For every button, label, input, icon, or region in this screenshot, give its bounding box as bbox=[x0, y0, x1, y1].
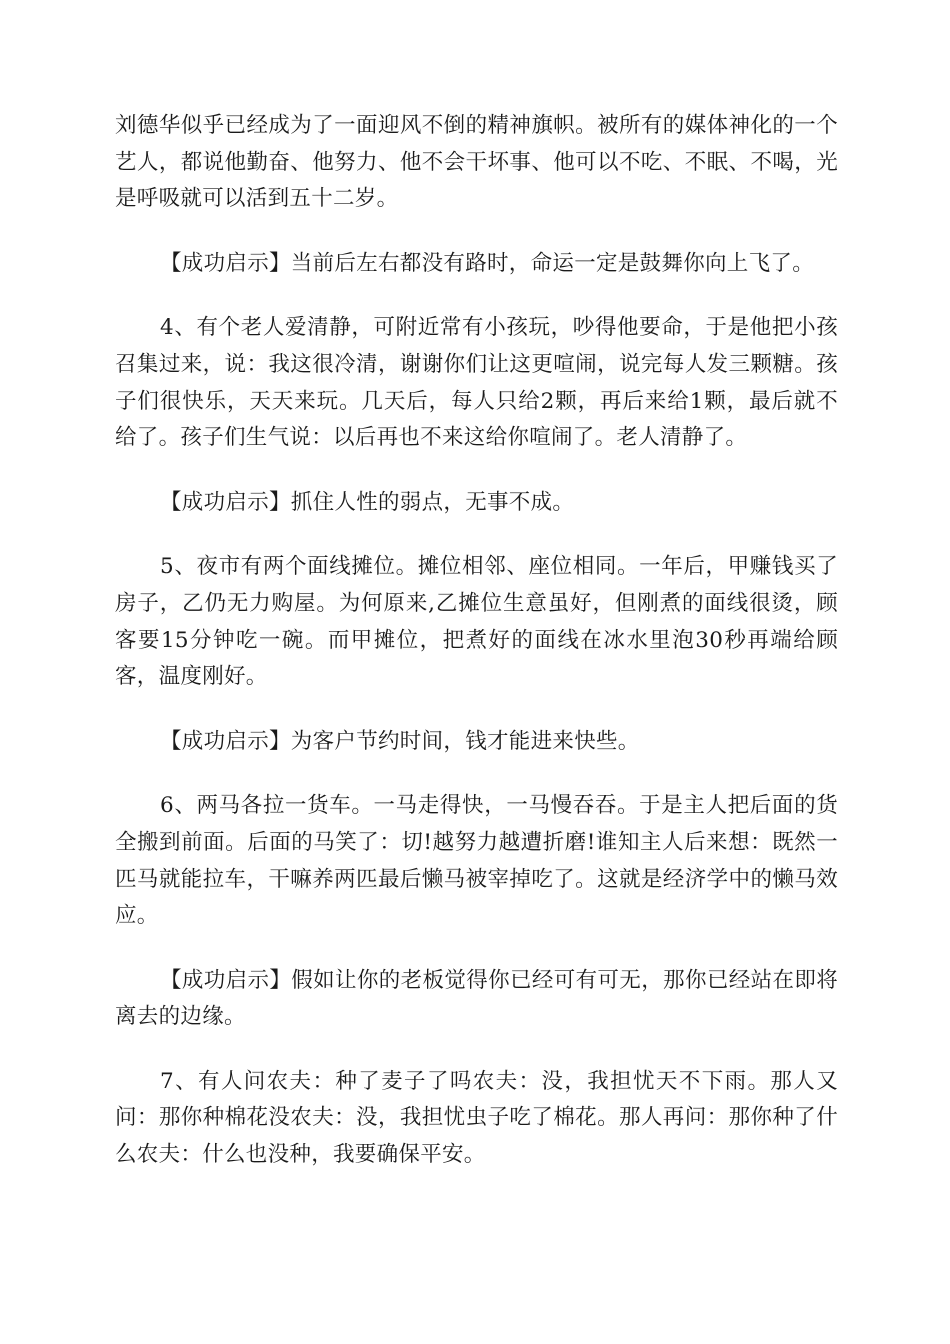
paragraph: 7、有人问农夫：种了麦子了吗农夫：没，我担忧天不下雨。那人又问：那你种棉花没农夫：没，我担忧虫子吃了棉花。那人再问：那你种了什么农夫：什么也没种，我要确保平安。 bbox=[115, 1068, 838, 1168]
paragraph-insight: 【成功启示】抓住人性的弱点，无事不成。 bbox=[160, 489, 575, 515]
paragraph-insight: 【成功启示】当前后左右都没有路时，命运一定是鼓舞你向上飞了。 bbox=[160, 250, 815, 276]
paragraph: 4、有个老人爱清静，可附近常有小孩玩，吵得他要命，于是他把小孩召集过来，说：我这很冷清，谢谢你们让这更喧闹，说完每人发三颗糖。孩子们很快乐，天天来玩。几天后，每人只给2颗，再后来给1颗，最后就不给了。孩子们生气说：以后再也不来这给你喧闹了。老人清静了。 bbox=[115, 315, 838, 451]
document-body bbox=[115, 108, 838, 1202]
paragraph: 5、夜市有两个面线摊位。摊位相邻、座位相同。一年后，甲赚钱买了房子，乙仍无力购屋。为何原来,乙摊位生意虽好，但刚煮的面线很烫，顾客要15分钟吃一碗。而甲摊位，把煮好的面线在冰水里泡30秒再端给顾客，温度刚好。 bbox=[115, 554, 838, 690]
paragraph-insight: 【成功启示】假如让你的老板觉得你已经可有可无，那你已经站在即将离去的边缘。 bbox=[115, 967, 838, 1030]
paragraph-insight: 【成功启示】为客户节约时间，钱才能进来快些。 bbox=[160, 728, 640, 754]
paragraph: 6、两马各拉一货车。一马走得快，一马慢吞吞。于是主人把后面的货全搬到前面。后面的马笑了：切!越努力越遭折磨!谁知主人后来想：既然一匹马就能拉车，干嘛养两匹最后懒马被宰掉吃了。这就是经济学中的懒马效应。 bbox=[115, 793, 838, 929]
paragraph: 刘德华似乎已经成为了一面迎风不倒的精神旗帜。被所有的媒体神化的一个艺人，都说他勤奋、他努力、他不会干坏事、他可以不吃、不眠、不喝，光是呼吸就可以活到五十二岁。 bbox=[115, 113, 838, 212]
